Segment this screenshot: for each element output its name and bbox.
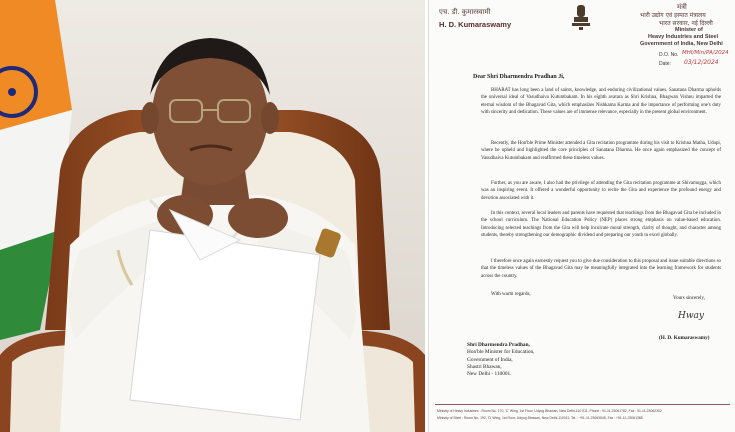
recipient-line: New Delhi - 110001.	[467, 371, 512, 378]
date-label: Date:	[659, 61, 671, 67]
emblem-icon	[570, 3, 592, 33]
salutation: Dear Shri Dharmendra Pradhan Ji,	[473, 74, 565, 80]
footer-line-1: Ministry of Heavy Industries : Room No. 170, 'C' Wing, 1st Floor, Udyog Bhawan, New Delhi-110 011, Phone : 91-11-23061782, Fax : 91-11-23062302	[437, 409, 662, 413]
recipient-address	[467, 342, 534, 378]
signature: Hway	[678, 311, 705, 321]
paragraph-4: In this context, several local leaders and parents have requested that teachings from the Bhagavad Gita be included in the school curriculum. The National Education Policy (NEP) places strong emphasis on value-based education. Introducing selected teachings from the Gita will help inculcate moral strength, clarity of thought, and character among students, thereby strengthening our demographic dividend and preparing our youth to excel globally.	[481, 211, 721, 239]
office-english-3: Government of India, New Delhi	[640, 41, 723, 47]
office-hindi-2: भारी उद्योग एवं इस्पात मंत्रालय	[640, 12, 706, 19]
office-english-1: Minister of	[675, 27, 703, 33]
closing-regards: With warm regards,	[491, 292, 531, 297]
signed-name: (H. D. Kumaraswamy)	[659, 335, 710, 341]
do-number-value: MHI/Min/PA/2024	[682, 50, 729, 56]
paragraph-3: Further, as you are aware, I also had the privilege of attending the Gita recitation programme at Shivamogga, which was an inspiring event. It offered a wonderful opportunity to recite the Gita and experience the profound energy and devotion associated with it.	[481, 181, 721, 201]
footer-line-2: Ministry of Steel : Room No. 192, 'D' Wing, 1st Floor, Udyog Bhawan, New Delhi-110011, Tel. : +91-11-23063548, Fax : +91-11-23061385	[437, 416, 643, 420]
recipient-line: Shastri Bhawan,	[467, 363, 502, 370]
paragraph-5: I therefore once again earnestly request you to give due consideration to this proposal and issue suitable directions so that the timeless values of the Bhagavad Gita may be meaningfully integrated into the learning framework for students across the country.	[481, 259, 721, 279]
date-value: 03/12/2024	[684, 59, 719, 66]
footer-divider	[435, 404, 730, 405]
recipient-line: Government of India,	[467, 356, 513, 363]
office-english-2: Heavy Industries and Steel	[648, 34, 718, 40]
paragraph-1: BHARAT has long been a land of saints, knowledge, and enduring civilizational values. Sanatana Dharma upholds the universal ideal of Vasudhaiva Kutumbakam. In his eighth avatara as Shri Krishna, Bhagwan Vishnu imparted the eternal wisdom of the Bhagavad Gita, which emphasizes Nishkama Karma and the importance of performing one's duty with sincerity and dedication. These values are of immense relevance, especially in the present global environment.	[481, 88, 721, 116]
sender-name: H. D. Kumaraswamy	[439, 20, 512, 29]
office-hindi-3: भारत सरकार, नई दिल्ली	[659, 20, 713, 27]
office-hindi-1: मंत्री	[677, 3, 687, 11]
do-number-label: D.O. No.	[659, 52, 679, 58]
sender-name-hindi: एच. डी. कुमारस्वामी	[439, 8, 491, 16]
recipient-line: Hon'ble Minister for Education,	[467, 349, 535, 356]
recipient-line: Shri Dharmendra Pradhan,	[467, 342, 530, 348]
letter-document	[428, 0, 735, 432]
paragraph-2: Recently, the Hon'ble Prime Minister attended a Gita recitation programme during his visit to Krishna Matha, Udupi, where he upheld and highlighted the core principles of Sanatana Dharma. He once again emphasized the concept of Vasudhaiva Kutumbakam and reaffirmed these timeless values.	[481, 141, 721, 161]
yours-sincerely: Yours sincerely,	[673, 296, 705, 301]
